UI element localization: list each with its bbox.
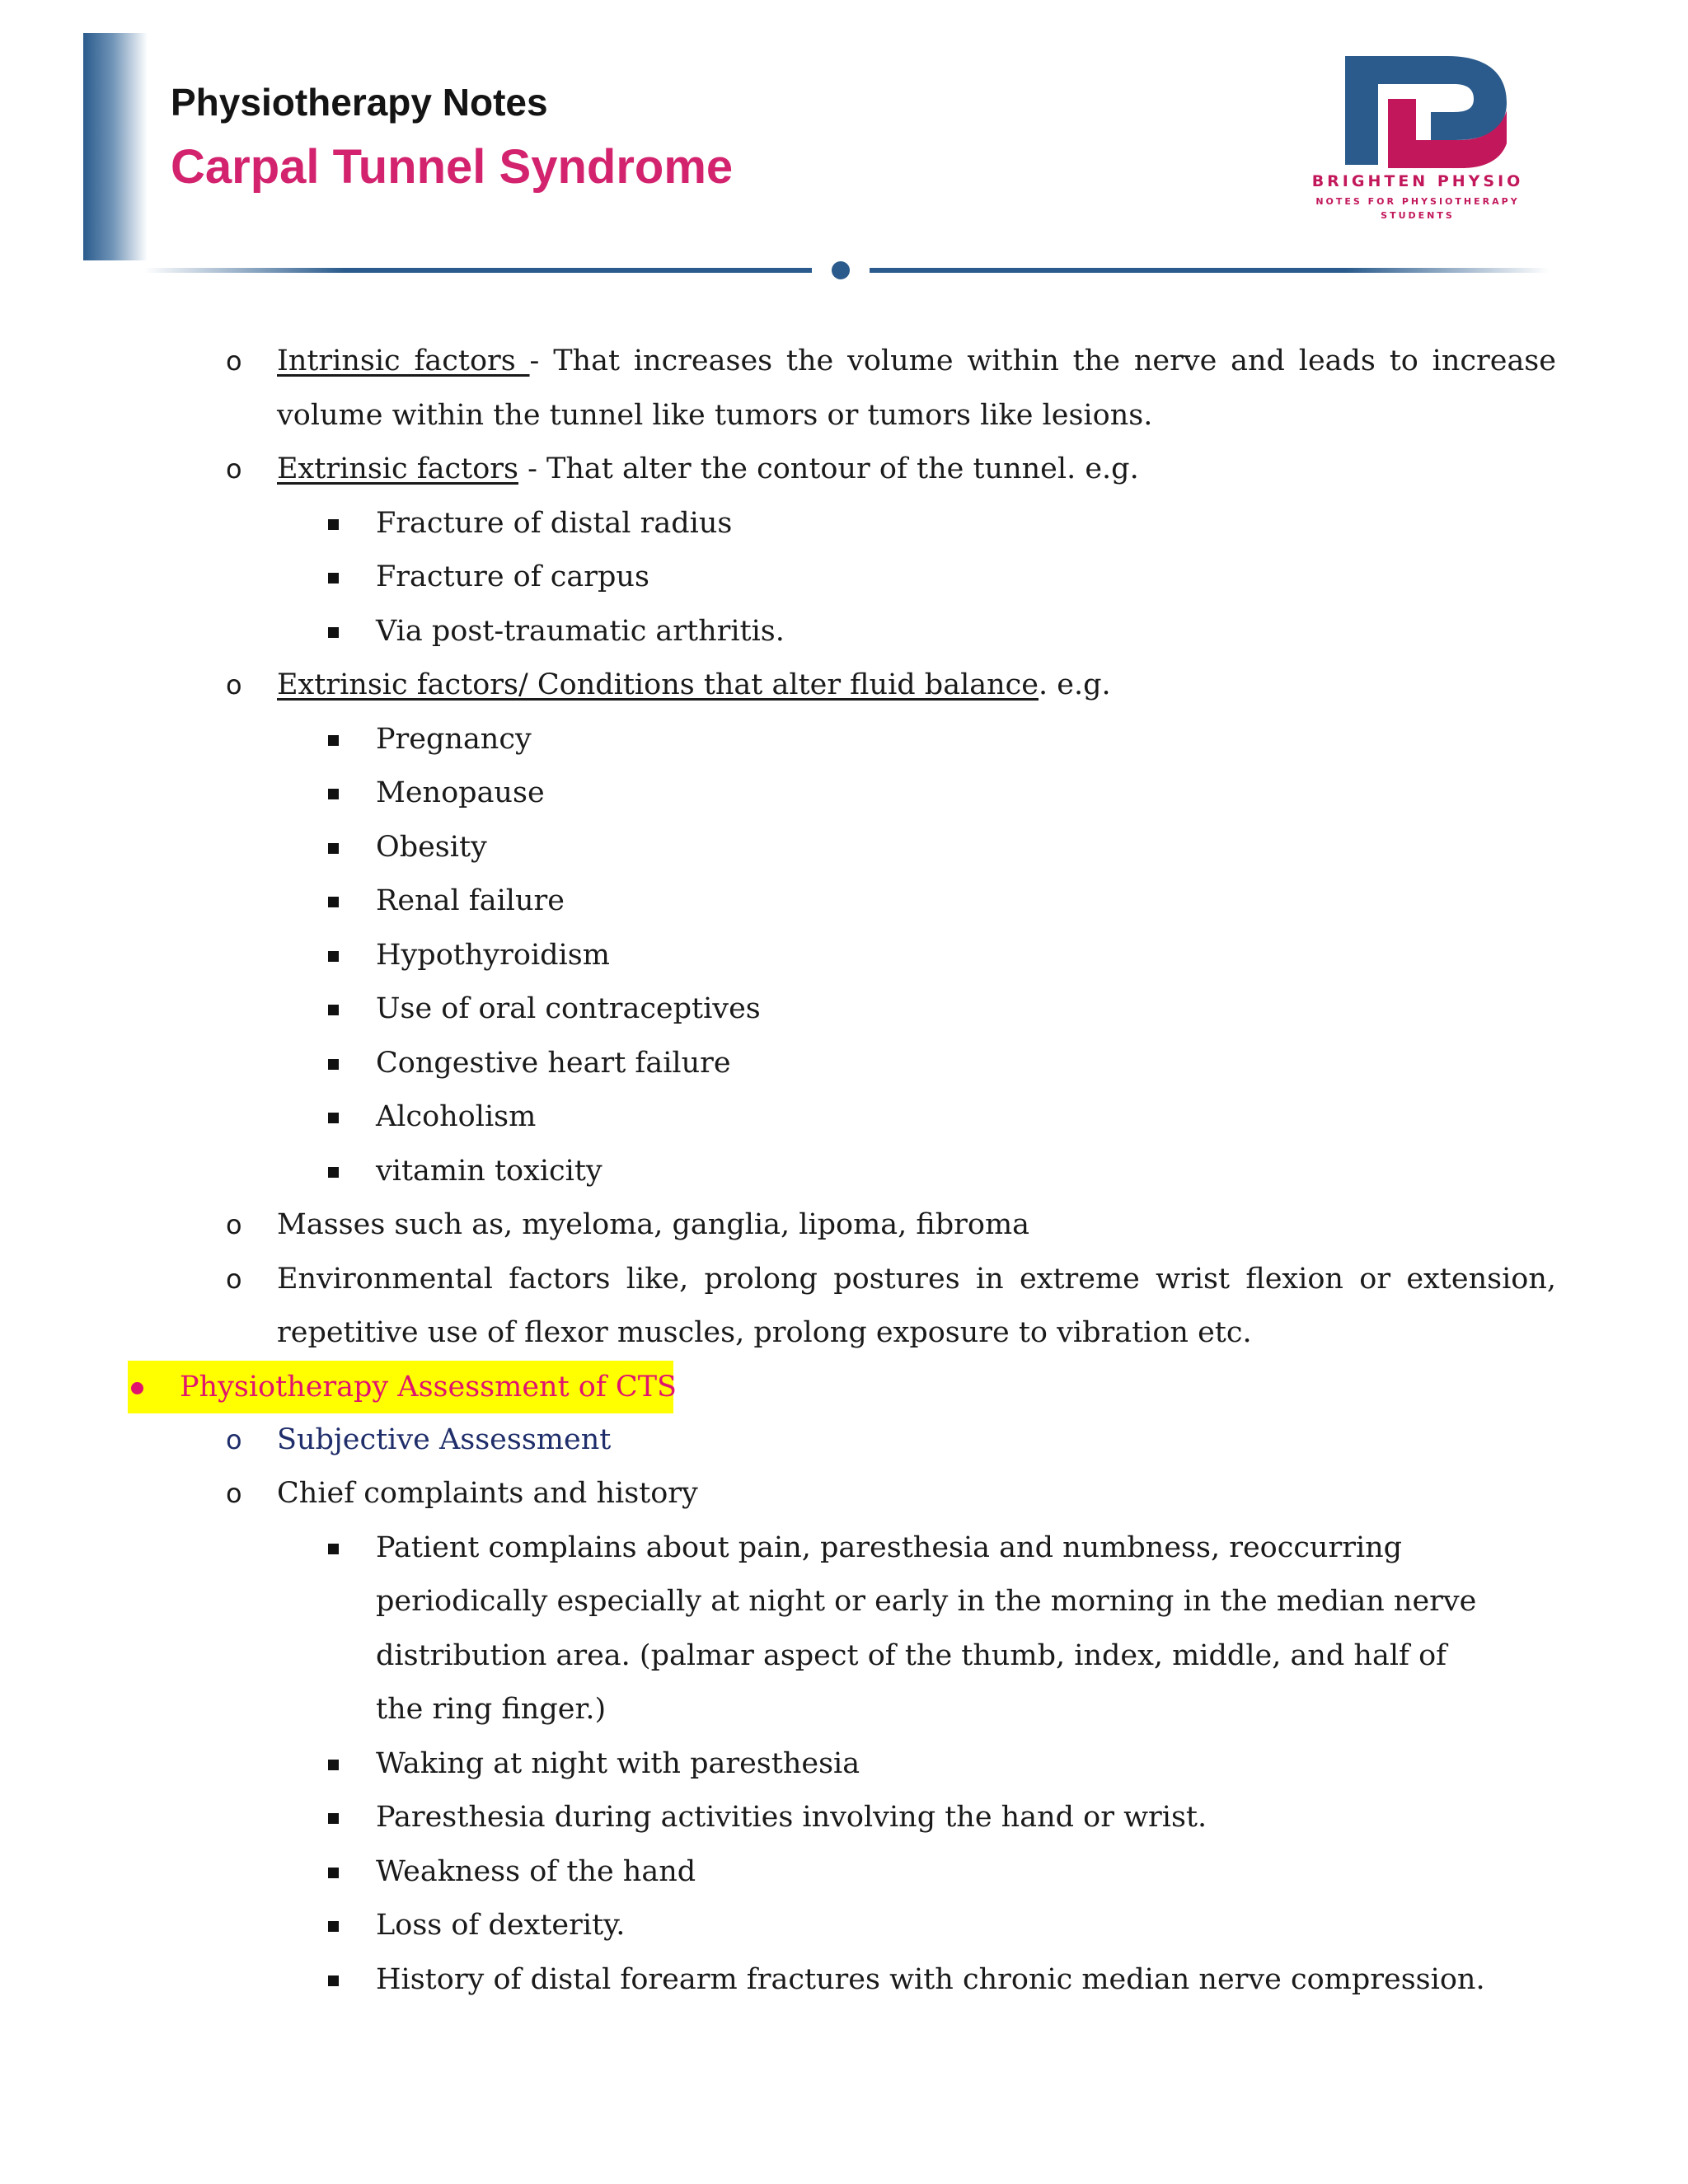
list-item — [0, 982, 1688, 1037]
list-item-text: Pregnancy — [376, 722, 532, 756]
assessment-heading-text: Physiotherapy Assessment of CTS — [180, 1370, 678, 1404]
list-item — [0, 1521, 1688, 1737]
list-item — [0, 1791, 1688, 1845]
list-item-text: Hypothyroidism — [376, 938, 610, 972]
masses-text: Masses such as, myeloma, ganglia, lipoma, fibroma — [277, 1208, 1030, 1241]
square-bullet-icon — [328, 1059, 339, 1070]
page-subtitle: Carpal Tunnel Syndrome — [171, 140, 734, 194]
square-bullet-icon — [328, 843, 339, 854]
list-item-text: Paresthesia during activities involving the hand or wrist. — [376, 1801, 1207, 1834]
square-bullet-icon — [328, 1544, 339, 1554]
chief-complaints-text: Chief complaints and history — [277, 1477, 698, 1510]
square-bullet-icon — [328, 627, 339, 638]
logo-name: BRIGHTEN PHYSIO — [1311, 172, 1524, 190]
list-item-text: Congestive heart failure — [376, 1046, 731, 1080]
square-bullet-icon — [328, 1005, 339, 1015]
extrinsic-fluid-label: Extrinsic factors/ Conditions that alter fluid balance — [277, 668, 1039, 701]
extrinsic-fluid-text: . e.g. — [1038, 668, 1111, 701]
list-item-text: Alcoholism — [376, 1100, 537, 1133]
square-bullet-icon — [328, 951, 339, 962]
list-item-extrinsic-contour — [0, 443, 1688, 497]
assessment-list — [0, 1413, 1688, 2008]
list-item-intrinsic-factors — [0, 335, 1688, 443]
square-bullet-icon — [328, 897, 339, 907]
intrinsic-factors-text: - That increases the volume within the nerve and leads to increase volume within the tunnel like tumors or tumors like lesions. — [277, 344, 1556, 432]
extrinsic-contour-label: Extrinsic factors — [277, 452, 518, 485]
logo-mark-icon — [1286, 51, 1550, 171]
list-item-text: Obesity — [376, 830, 487, 864]
square-bullet-icon — [328, 1760, 339, 1770]
dot-bullet-icon — [131, 1382, 143, 1394]
hollow-circle-bullet-icon: o — [226, 1209, 242, 1240]
square-bullet-icon — [328, 1921, 339, 1932]
list-item-text: vitamin toxicity — [376, 1154, 603, 1188]
list-item — [0, 766, 1688, 821]
list-item-text: History of distal forearm fractures with chronic median nerve compression. — [376, 1962, 1485, 1996]
square-bullet-icon — [328, 519, 339, 530]
hollow-circle-bullet-icon: o — [226, 453, 242, 485]
list-item — [0, 821, 1688, 875]
list-item — [0, 551, 1688, 605]
intrinsic-factors-label: Intrinsic factors — [277, 344, 530, 377]
list-item-extrinsic-fluid — [0, 658, 1688, 713]
list-item-chief-complaints — [0, 1467, 1688, 1521]
hollow-circle-bullet-icon: o — [226, 669, 242, 701]
list-item — [0, 874, 1688, 929]
list-item-subjective-assessment — [0, 1413, 1688, 1468]
list-item-environmental — [0, 1253, 1688, 1361]
page-title: Physiotherapy Notes — [171, 81, 548, 124]
list-item — [0, 1037, 1688, 1091]
list-item-text: Use of oral contraceptives — [376, 992, 761, 1025]
list-item — [0, 1953, 1688, 2008]
list-item — [0, 1899, 1688, 1953]
list-item-text: Waking at night with paresthesia — [376, 1746, 860, 1780]
list-item-text: Renal failure — [376, 884, 565, 917]
logo-tagline-line-2: STUDENTS — [1381, 210, 1455, 221]
list-item-text: Patient complains about pain, paresthesia and numbness, reoccurring periodically especially at night or early in the morning in the median nerve distribution area. (palmar aspect of the thumb, index, middle, and half of the ring finger.) — [376, 1530, 1477, 1726]
square-bullet-icon — [328, 1113, 339, 1123]
environmental-text: Environmental factors like, prolong postures in extreme wrist flexion or extension, repetitive use of flexor muscles, prolong exposure to vibration etc. — [277, 1262, 1556, 1349]
extrinsic-contour-text: - That alter the contour of the tunnel. e.g. — [518, 452, 1139, 485]
list-item-masses — [0, 1198, 1688, 1253]
logo-tagline-line-1: NOTES FOR PHYSIOTHERAPY — [1315, 196, 1520, 207]
notes-content — [0, 335, 1688, 2007]
logo-tagline — [1297, 194, 1538, 223]
list-item — [0, 713, 1688, 767]
brighten-physio-logo — [1286, 51, 1550, 224]
list-item — [0, 605, 1688, 659]
list-item — [0, 1845, 1688, 1900]
list-item — [0, 1737, 1688, 1792]
square-bullet-icon — [328, 1868, 339, 1878]
list-item-text: Menopause — [376, 776, 545, 809]
list-item-text: Weakness of the hand — [376, 1854, 696, 1888]
subjective-assessment-text: Subjective Assessment — [277, 1422, 612, 1456]
hollow-circle-bullet-icon: o — [226, 1423, 242, 1455]
list-item-text: Loss of dexterity. — [376, 1909, 626, 1942]
list-item — [0, 1145, 1688, 1199]
header-divider — [144, 257, 1550, 282]
header-side-bar — [83, 33, 148, 260]
hollow-circle-bullet-icon: o — [226, 345, 242, 377]
hollow-circle-bullet-icon: o — [226, 1263, 242, 1295]
assessment-heading — [128, 1361, 678, 1413]
square-bullet-icon — [328, 789, 339, 799]
square-bullet-icon — [328, 573, 339, 583]
square-bullet-icon — [328, 735, 339, 746]
list-item — [0, 497, 1688, 551]
list-item — [0, 1090, 1688, 1145]
list-item-text: Fracture of carpus — [376, 560, 649, 593]
causes-list — [0, 335, 1688, 1361]
list-item — [0, 929, 1688, 983]
square-bullet-icon — [328, 1813, 339, 1824]
square-bullet-icon — [328, 1975, 339, 1986]
list-item-text: Fracture of distal radius — [376, 506, 733, 540]
hollow-circle-bullet-icon: o — [226, 1478, 242, 1509]
square-bullet-icon — [328, 1167, 339, 1178]
list-item-text: Via post-traumatic arthritis. — [376, 614, 785, 648]
